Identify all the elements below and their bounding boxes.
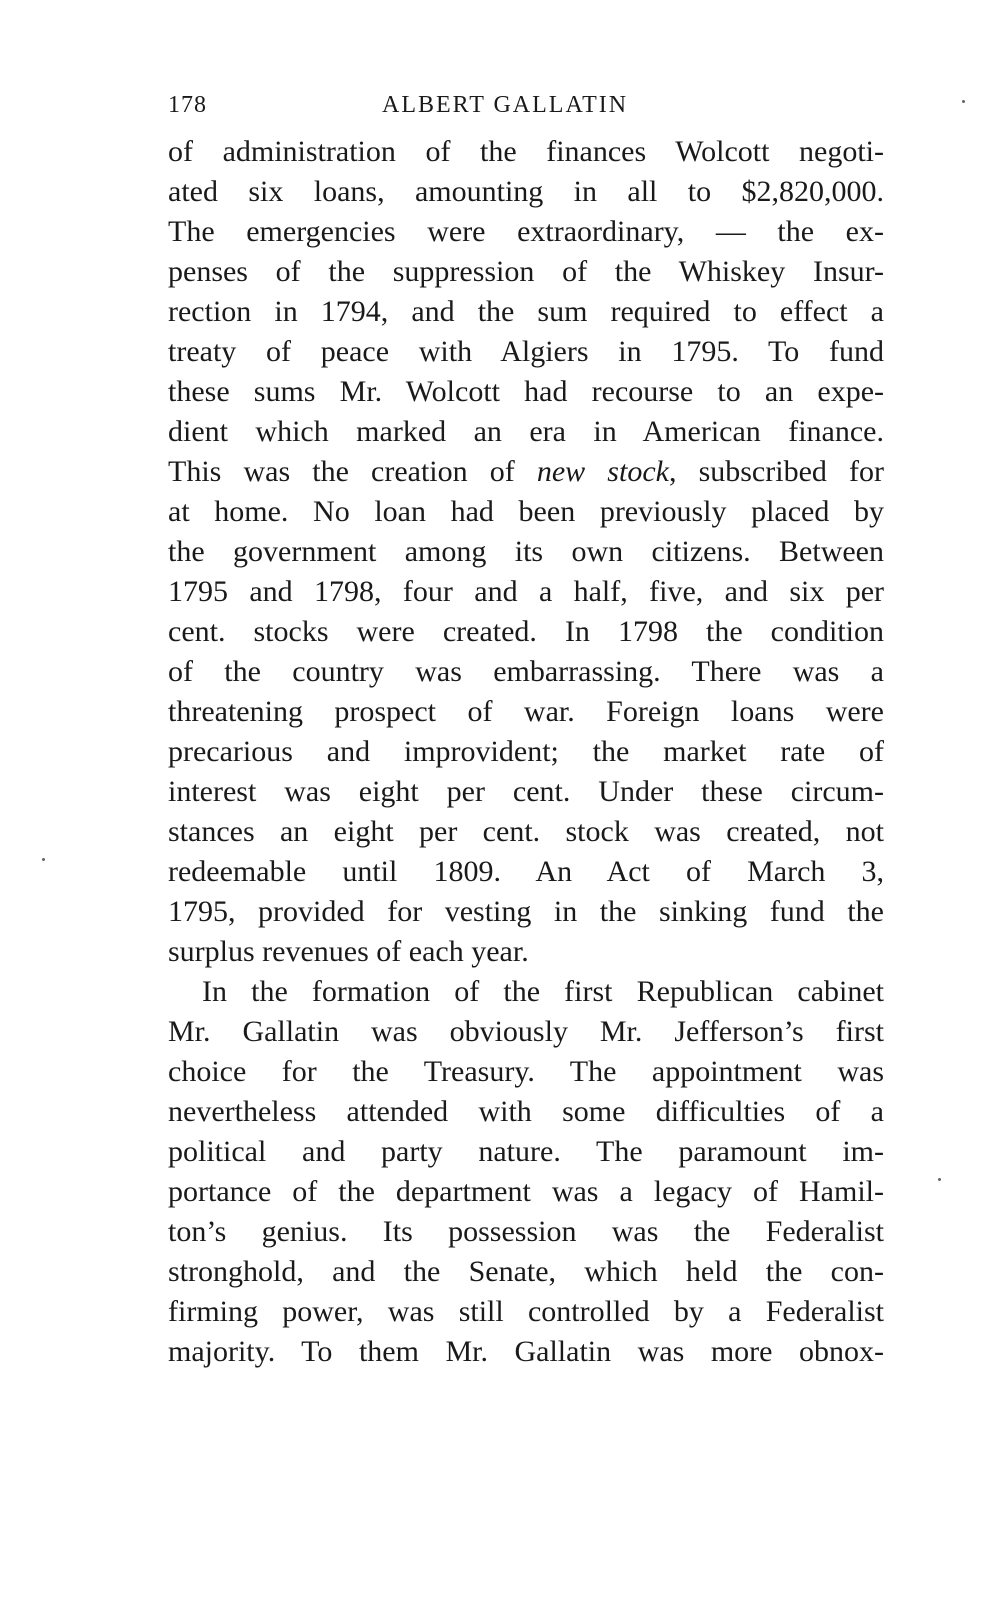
italic-term: new stock xyxy=(536,455,669,488)
text-line: of the country was embarrassing. There was a xyxy=(168,655,884,688)
text-line: firming power, was still controlled by a Federalist xyxy=(168,1295,884,1328)
text-line: 1795 and 1798, four and a half, five, and six per xyxy=(168,575,884,608)
text-line: interest was eight per cent. Under these circum- xyxy=(168,775,884,808)
paragraph-2 xyxy=(168,972,884,1372)
page-content xyxy=(168,92,884,1372)
running-title: ALBERT GALLATIN xyxy=(382,92,629,118)
text-line: precarious and improvident; the market rate of xyxy=(168,735,884,768)
text-line: stances an eight per cent. stock was created, not xyxy=(168,815,884,848)
text-line: threatening prospect of war. Foreign loans were xyxy=(168,695,884,728)
text-segment: This was the creation of xyxy=(168,455,515,488)
text-line: dient which marked an era in American finance. xyxy=(168,415,884,448)
text-line: majority. To them Mr. Gallatin was more obnox- xyxy=(168,1335,884,1368)
text-line: portance of the department was a legacy of Hamil- xyxy=(168,1175,884,1208)
paragraph-1 xyxy=(168,132,884,972)
text-line: Mr. Gallatin was obviously Mr. Jefferson’s first xyxy=(168,1015,884,1048)
text-line: ated six loans, amounting in all to $2,820,000. xyxy=(168,175,884,208)
text-line: cent. stocks were created. In 1798 the condition xyxy=(168,615,884,648)
text-line: treaty of peace with Algiers in 1795. To fund xyxy=(168,335,884,368)
scan-speck xyxy=(962,100,965,103)
text-line: the government among its own citizens. Between xyxy=(168,535,884,568)
running-head xyxy=(168,92,884,132)
text-line: these sums Mr. Wolcott had recourse to an expe- xyxy=(168,375,884,408)
text-line: The emergencies were extraordinary, — the ex- xyxy=(168,215,884,248)
scan-speck xyxy=(938,1178,941,1181)
text-line: nevertheless attended with some difficulties of a xyxy=(168,1095,884,1128)
page-number: 178 xyxy=(168,92,207,118)
text-line-with-italic xyxy=(168,452,884,492)
text-line: ton’s genius. Its possession was the Federalist xyxy=(168,1215,884,1248)
text-line: penses of the suppression of the Whiskey Insur- xyxy=(168,255,884,288)
text-line: surplus revenues of each year. xyxy=(168,935,529,968)
text-line: In the formation of the first Republican cabinet xyxy=(202,975,884,1008)
text-line: rection in 1794, and the sum required to effect a xyxy=(168,295,884,328)
text-segment: , subscribed for xyxy=(668,455,884,488)
text-line: redeemable until 1809. An Act of March 3, xyxy=(168,855,884,888)
text-line: political and party nature. The paramount im- xyxy=(168,1135,884,1168)
text-line: choice for the Treasury. The appointment was xyxy=(168,1055,884,1088)
text-line: of administration of the finances Wolcott negoti- xyxy=(168,135,884,168)
text-line: stronghold, and the Senate, which held the con- xyxy=(168,1255,884,1288)
scan-speck xyxy=(42,858,45,861)
text-line: 1795, provided for vesting in the sinking fund the xyxy=(168,895,884,928)
text-line: at home. No loan had been previously placed by xyxy=(168,495,884,528)
